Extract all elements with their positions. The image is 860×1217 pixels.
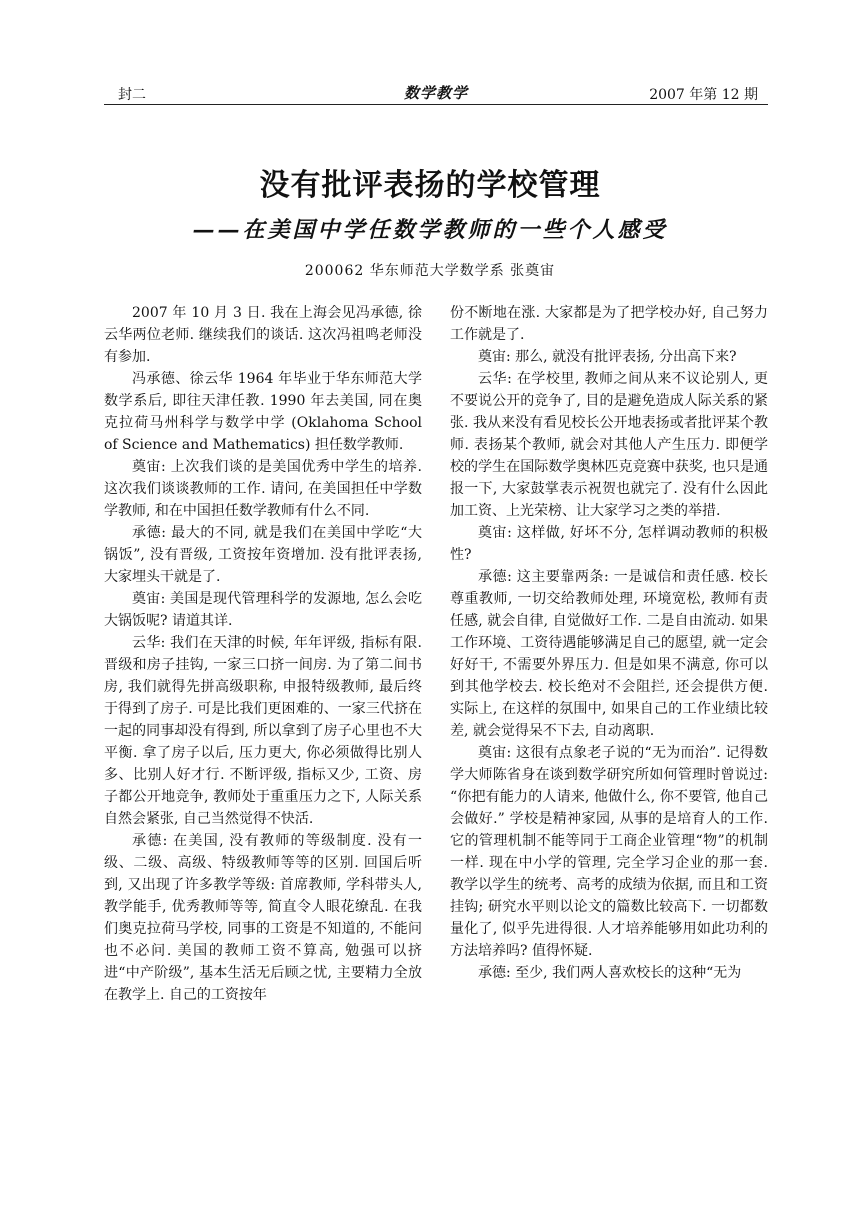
journal-name: 数学教学 <box>403 84 468 102</box>
paragraph: 奠宙: 这很有点象老子说的“无为而治”. 记得数学大师陈省身在谈到数学研究所如何管理时曾说过: “你把有能力的人请来, 他做什么, 你不要管, 他自己会做好.” 学校是精神家园, 从事的是培育人的工作. 它的管理机制不能等同于工商企业管理“物”的机制一样. 现在中小学的管理, 完全学习企业的那一套. 教学以学生的统考、高考的成绩为依据, 而且和工资挂钩; 研究水平则以论文的篇数比较高下. 一切都数量化了, 似乎先进得很. 人才培养能够用如此功利的方法培养吗? 值得怀疑. <box>450 745 768 959</box>
header-page-label: 封二 <box>118 87 146 103</box>
paragraph: 奠宙: 那么, 就没有批评表扬, 分出高下来? <box>478 349 737 365</box>
paragraph: 承德: 这主要靠两条: 一是诚信和责任感. 校长尊重教师, 一切交给教师处理, 环境宽松, 教师有责任感, 就会自律, 自觉做好工作. 二是自由流动. 如果工作环境、工资待遇能够满足自己的愿望, 就一定会好好干, 不需要外界压力. 但是如果不满意, 你可以到其他学校去. 校长绝对不会阻拦, 还会提供方便. 实际上, 在这样的氛围中, 如果自己的工作业绩比较差, 就会觉得呆不下去, 自动离职. <box>450 569 768 739</box>
left-column <box>104 302 422 1006</box>
paragraph: 承德: 在美国, 没有教师的等级制度. 没有一级、二级、高级、特级教师等等的区别. 回国后听到, 又出现了许多教学等级: 首席教师, 学科带头人, 教学能手, 优秀教师等等, 简直令人眼花缭乱. 在我们奥克拉荷马学校, 同事的工资是不知道的, 不能问也不必问. 美国的教师工资不算高, 勉强可以挤进“中产阶级”, 基本生活无后顾之忧, 主要精力全放在教学上. 自己的工资按年 <box>104 833 422 1003</box>
header-rule <box>104 104 768 105</box>
paragraph: 奠宙: 这样做, 好坏不分, 怎样调动教师的积极性? <box>450 525 768 563</box>
paragraph: 云华: 我们在天津的时候, 年年评级, 指标有限. 晋级和房子挂钩, 一家三口挤一间房. 为了第二间书房, 我们就得先拼高级职称, 申报特级教师, 最后终于得到了房子. 可是比我们更困难的、一家三代挤在一起的同事却没有得到, 所以拿到了房子心里也不大平衡. 拿了房子以后, 压力更大, 你必须做得比别人多、比别人好才行. 不断评级, 指标又少, 工资、房子都公开地竞争, 教师处于重重压力之下, 人际关系自然会紧张, 自己当然觉得不快活. <box>104 635 422 827</box>
paragraph: 承德: 至少, 我们两人喜欢校长的这种“无为 <box>478 965 742 981</box>
paragraph: 奠宙: 上次我们谈的是美国优秀中学生的培养. 这次我们谈谈教师的工作. 请问, 在美国担任中学数学教师, 和在中国担任数学教师有什么不同. <box>104 459 422 519</box>
article-title: 没有批评表扬的学校管理 <box>259 168 601 203</box>
paragraph: 云华: 在学校里, 教师之间从来不议论别人, 更不要说公开的竞争了, 目的是避免造成人际关系的紧张. 我从来没有看见校长公开地表扬或者批评某个教师. 表扬某个教师, 就会对其他人产生压力. 即便学校的学生在国际数学奥林匹克竞赛中获奖, 也只是通报一下, 大家鼓掌表示祝贺也就完了. 没有什么因此加工资、上光荣榜、让大家学习之类的举措. <box>450 371 768 519</box>
paragraph: 2007 年 10 月 3 日. 我在上海会见冯承德, 徐云华两位老师. 继续我们的谈话. 这次冯祖鸣老师没有参加. <box>104 305 422 365</box>
article-subtitle: ——在美国中学任数学教师的一些个人感受 <box>192 217 668 243</box>
paragraph-continued: 份不断地在涨. 大家都是为了把学校办好, 自己努力工作就是了. <box>450 305 768 343</box>
paragraph: 承德: 最大的不同, 就是我们在美国中学吃“大锅饭”, 没有晋级, 工资按年资增加. 没有批评表扬, 大家埋头干就是了. <box>104 525 422 585</box>
author-line: 200062 华东师范大学数学系 张奠宙 <box>304 263 556 279</box>
right-column <box>450 302 768 984</box>
running-header <box>104 84 768 104</box>
paragraph: 冯承德、徐云华 1964 年毕业于华东师范大学数学系后, 即往天津任教. 1990 年去美国, 同在奥克拉荷马州科学与数学中学 (Oklahoma School of Science and Mathematics) 担任数学教师. <box>104 371 422 453</box>
paragraph: 奠宙: 美国是现代管理科学的发源地, 怎么会吃大锅饭呢? 请道其详. <box>104 591 422 629</box>
issue-number: 2007 年第 12 期 <box>649 87 758 103</box>
